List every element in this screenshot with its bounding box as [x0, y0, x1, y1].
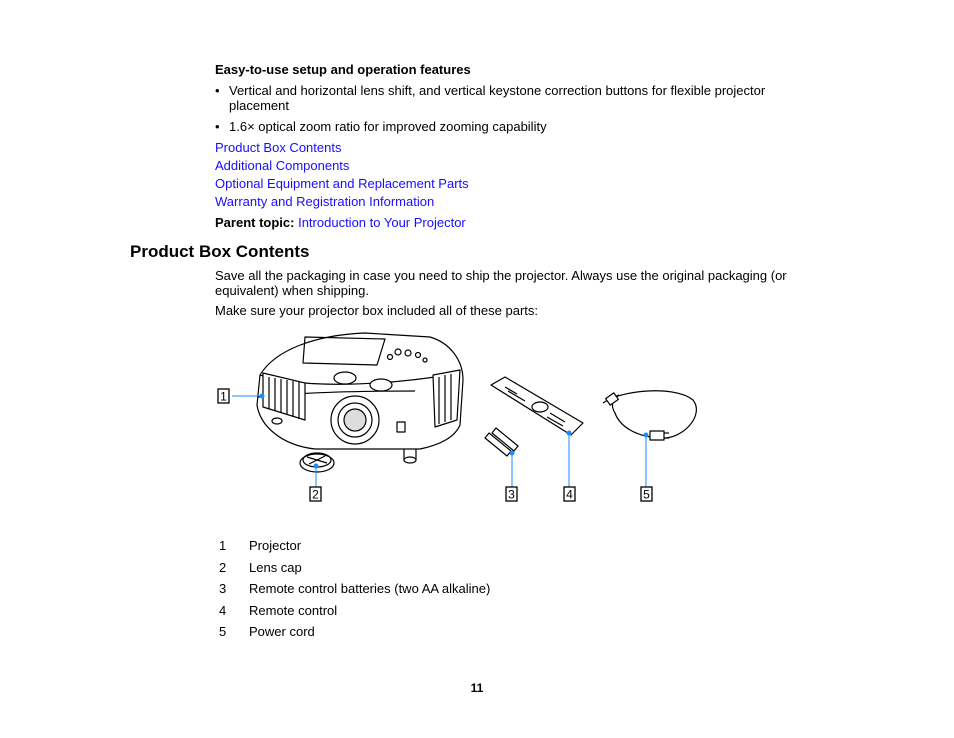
part-name: Lens cap [249, 560, 302, 575]
callout-5 [641, 487, 652, 502]
link-product-box-contents[interactable]: Product Box Contents [215, 140, 342, 155]
svg-text:5: 5 [643, 487, 650, 502]
bullet-item [215, 119, 795, 134]
bullet-item [215, 83, 795, 113]
link-warranty-registration[interactable]: Warranty and Registration Information [215, 194, 435, 209]
paragraph-check-parts: Make sure your projector box included all of these parts: [215, 303, 539, 318]
bullet-text: Vertical and horizontal lens shift, and vertical keystone correction buttons for flexible projector placement [229, 83, 766, 113]
paragraph-packaging: Save all the packaging in case you need to ship the projector. Always use the original packaging (or equivalent) when shipping. [215, 268, 787, 298]
box-contents-illustration [205, 325, 725, 510]
features-heading: Easy-to-use setup and operation features [215, 62, 471, 77]
part-number: 1 [219, 538, 227, 553]
svg-text:2: 2 [312, 487, 319, 502]
parent-topic-label: Parent topic: [215, 215, 295, 230]
part-name: Remote control [249, 603, 338, 618]
svg-text:4: 4 [566, 487, 573, 502]
callout-2 [310, 487, 321, 502]
callout-1 [218, 389, 229, 404]
part-number: 3 [219, 581, 227, 596]
page-number: 11 [470, 681, 484, 695]
parent-topic [215, 215, 466, 230]
link-optional-equipment[interactable]: Optional Equipment and Replacement Parts [215, 176, 469, 191]
part-number: 5 [219, 624, 227, 639]
svg-text:3: 3 [508, 487, 515, 502]
part-name: Power cord [249, 624, 315, 639]
part-name: Projector [249, 538, 302, 553]
svg-text:1: 1 [220, 389, 227, 404]
remote-control-image [491, 377, 583, 435]
bullet-text: 1.6× optical zoom ratio for improved zooming capability [229, 119, 547, 134]
section-title: Product Box Contents [130, 242, 310, 261]
part-number: 2 [219, 560, 227, 575]
parent-topic-link[interactable]: Introduction to Your Projector [298, 215, 466, 230]
bullet-marker: • [215, 119, 220, 134]
callout-3 [506, 487, 517, 502]
power-cord-image [603, 391, 696, 440]
part-number: 4 [219, 603, 227, 618]
part-name: Remote control batteries (two AA alkaline) [249, 581, 491, 596]
lens-cap-image [300, 453, 334, 472]
callout-4 [564, 487, 575, 502]
projector-image [257, 333, 463, 463]
bullet-marker: • [215, 83, 220, 98]
link-additional-components[interactable]: Additional Components [215, 158, 350, 173]
